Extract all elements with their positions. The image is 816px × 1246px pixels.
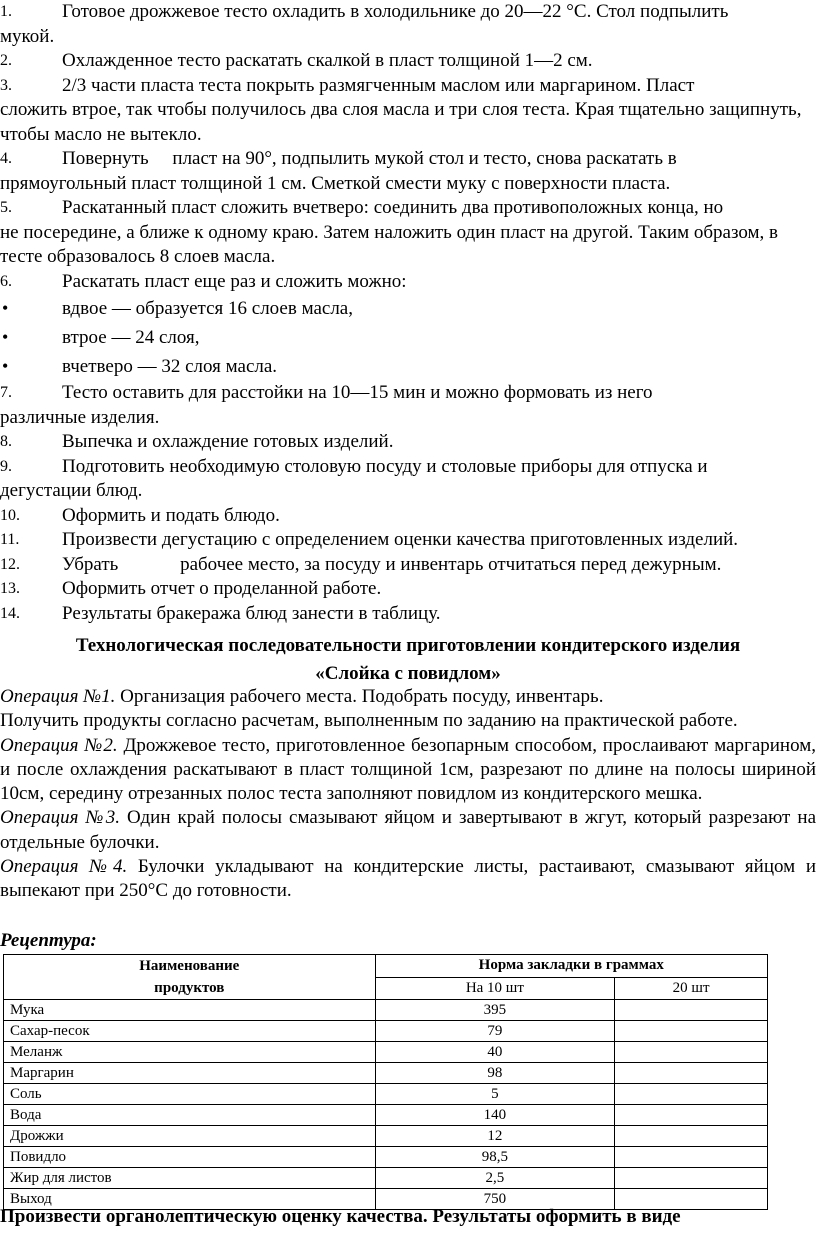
amount-10: 98 xyxy=(375,1063,615,1084)
table-row xyxy=(4,1126,768,1147)
list-item xyxy=(0,0,816,49)
amount-20[interactable] xyxy=(615,1021,768,1042)
step-text: Охлажденное тесто раскатать скалкой в пласт толщиной 1—2 см. xyxy=(62,50,593,71)
bullet-item xyxy=(0,352,816,381)
list-item xyxy=(0,455,816,504)
step-number: 9. xyxy=(0,457,12,475)
operation-label: Операция №1. xyxy=(0,686,116,707)
list-item xyxy=(0,504,816,529)
product-name: Вода xyxy=(4,1105,376,1126)
amount-10: 79 xyxy=(375,1021,615,1042)
list-item xyxy=(0,74,816,148)
operation-text: Один край полосы смазывают яйцом и завертывают в жгут, который разрезают на отдельные булочки. xyxy=(0,807,816,853)
table-row xyxy=(4,1147,768,1168)
step-text: Подготовить необходимую столовую посуду и столовые приборы для отпуска и xyxy=(62,455,708,477)
list-item xyxy=(0,270,816,295)
list-item xyxy=(0,49,816,74)
table-row xyxy=(4,1063,768,1084)
operation-text: Организация рабочего места. Подобрать посуду, инвентарь. xyxy=(115,686,604,707)
step-number: 14. xyxy=(0,604,20,622)
list-item xyxy=(0,430,816,455)
product-name: Сахар-песок xyxy=(4,1021,376,1042)
product-name: Дрожжи xyxy=(4,1126,376,1147)
list-item xyxy=(0,602,816,627)
header-col-20: 20 шт xyxy=(615,977,768,1000)
product-name: Мука xyxy=(4,1000,376,1021)
operation-label: Операция №2. xyxy=(0,734,118,756)
list-item xyxy=(0,147,816,196)
table-row xyxy=(4,1042,768,1063)
bullet-text: вдвое — образуется 16 слоев масла, xyxy=(62,298,353,319)
operation-label: Операция №3. xyxy=(0,807,120,829)
table-row xyxy=(4,1000,768,1021)
step-continuation: не посередине, а ближе к одному краю. Затем наложить один пласт на другой. Таким образом, в тесте образовалось 8 слоев масла. xyxy=(0,221,778,267)
step-number: 7. xyxy=(0,384,12,401)
header-name-line-2: продуктов xyxy=(154,980,225,996)
recipe-label: Рецептура: xyxy=(0,930,97,951)
table-row xyxy=(4,1105,768,1126)
amount-10: 750 xyxy=(375,1189,615,1210)
heading-line-2: «Слойка с повидлом» xyxy=(315,663,501,684)
step-number: 2. xyxy=(0,52,12,69)
amount-10: 40 xyxy=(375,1042,615,1063)
step-continuation: сложить втрое, так чтобы получилось два слоя масла и три слоя теста. Края тщательно защипнуть, чтобы масло не вытекло. xyxy=(0,99,802,145)
step-continuation: прямоугольный пласт толщиной 1 см. Сметкой смести муку с поверхности пласта. xyxy=(0,172,671,194)
operation-paragraph xyxy=(0,855,816,904)
operations xyxy=(0,685,816,904)
amount-10: 5 xyxy=(375,1084,615,1105)
step-text: Убрать рабочее место, за посуду и инвентарь отчитаться перед дежурным. xyxy=(62,553,722,575)
step-text: Повернуть пласт на 90°, подпылить мукой стол и тесто, снова раскатать в xyxy=(62,148,677,169)
step-number: 11. xyxy=(0,531,20,548)
product-name: Жир для листов xyxy=(4,1168,376,1189)
section-heading xyxy=(0,632,816,688)
product-name: Маргарин xyxy=(4,1063,376,1084)
header-norm: Норма закладки в граммах xyxy=(375,955,767,978)
table-row xyxy=(4,1021,768,1042)
amount-20[interactable] xyxy=(615,1000,768,1021)
bullet-icon: • xyxy=(2,356,9,376)
product-name: Соль xyxy=(4,1084,376,1105)
step-number: 10. xyxy=(0,506,20,524)
operation-paragraph xyxy=(0,685,816,709)
bullet-item xyxy=(0,294,816,323)
amount-20[interactable] xyxy=(615,1105,768,1126)
step-text: 2/3 части пласта теста покрыть размягченным маслом или маргарином. Пласт xyxy=(62,74,695,96)
header-name-line-1: Наименование xyxy=(139,958,240,974)
operation-label: Операция №4. xyxy=(0,856,128,878)
heading-line-1: Технологическая последовательности приготовлении кондитерского изделия xyxy=(75,635,741,656)
step-text: Раскатать пласт еще раз и сложить можно: xyxy=(62,270,407,292)
amount-10: 98,5 xyxy=(375,1147,615,1168)
operation-paragraph xyxy=(0,709,816,733)
step-number: 8. xyxy=(0,433,12,450)
step-text: Результаты бракеража блюд занести в таблицу. xyxy=(62,602,441,624)
amount-20[interactable] xyxy=(615,1168,768,1189)
list-item xyxy=(0,196,816,270)
step-text: Раскатанный пласт сложить вчетверо: соединить два противоположных конца, но xyxy=(62,197,724,218)
step-number: 3. xyxy=(0,76,12,94)
step-text: Готовое дрожжевое тесто охладить в холодильнике до 20—22 °С. Стол подпылить xyxy=(62,1,729,22)
bullet-text: втрое — 24 слоя, xyxy=(62,327,200,348)
operation-text: Дрожжевое тесто, приготовленное безопарным способом, прослаивают маргарином, и после охлаждения раскатывают в пласт толщиной 1см, разрезают по длине на полосы шириной 10см, середину отрезанных полос теста заполняют повидлом из кондитерского мешка. xyxy=(0,734,816,805)
amount-20[interactable] xyxy=(615,1126,768,1147)
table-row xyxy=(4,1084,768,1105)
product-name: Выход xyxy=(4,1189,376,1210)
operation-paragraph xyxy=(0,806,816,855)
amount-20[interactable] xyxy=(615,1063,768,1084)
bullet-icon: • xyxy=(2,327,9,347)
amount-10: 2,5 xyxy=(375,1168,615,1189)
step-number: 5. xyxy=(0,199,12,216)
step-continuation: различные изделия. xyxy=(0,406,160,428)
recipe-table xyxy=(3,954,768,1210)
step-text: Оформить и подать блюдо. xyxy=(62,504,280,526)
list-item xyxy=(0,577,816,602)
amount-20[interactable] xyxy=(615,1147,768,1168)
list-item xyxy=(0,528,816,553)
step-text: Выпечка и охлаждение готовых изделий. xyxy=(62,431,394,452)
step-text: Произвести дегустацию с определением оценки качества приготовленных изделий. xyxy=(62,529,739,550)
product-name: Повидло xyxy=(4,1147,376,1168)
operation-text: Получить продукты согласно расчетам, выполненным по заданию на практической работе. xyxy=(0,710,738,732)
amount-10: 12 xyxy=(375,1126,615,1147)
table-header-row xyxy=(4,955,768,978)
list-item xyxy=(0,381,816,430)
step-text: Тесто оставить для расстойки на 10—15 мин и можно формовать из него xyxy=(62,382,653,403)
step-number: 13. xyxy=(0,580,20,597)
table-row xyxy=(4,1168,768,1189)
step-number: 12. xyxy=(0,555,20,573)
step-number: 6. xyxy=(0,272,12,290)
amount-10: 140 xyxy=(375,1105,615,1126)
operation-paragraph xyxy=(0,734,816,807)
list-item xyxy=(0,553,816,578)
operation-text: Булочки укладывают на кондитерские листы, растаивают, смазывают яйцом и выпекают при 250°С до готовности. xyxy=(0,856,816,902)
step-text: Оформить отчет о проделанной работе. xyxy=(62,578,382,599)
step-continuation: мукой. xyxy=(0,25,55,47)
step-continuation: дегустации блюд. xyxy=(0,480,143,501)
step-number: 4. xyxy=(0,150,12,167)
amount-10: 395 xyxy=(375,1000,615,1021)
header-col-10: На 10 шт xyxy=(375,977,615,1000)
header-product-name xyxy=(4,955,376,1000)
amount-20[interactable] xyxy=(615,1042,768,1063)
bullet-icon: • xyxy=(2,298,9,318)
amount-20[interactable] xyxy=(615,1084,768,1105)
step-number: 1. xyxy=(0,3,12,20)
footer-instruction: Произвести органолептическую оценку качества. Результаты оформить в виде xyxy=(0,1206,681,1227)
product-name: Меланж xyxy=(4,1042,376,1063)
bullet-item xyxy=(0,323,816,352)
bullet-text: вчетверо — 32 слоя масла. xyxy=(62,356,278,377)
